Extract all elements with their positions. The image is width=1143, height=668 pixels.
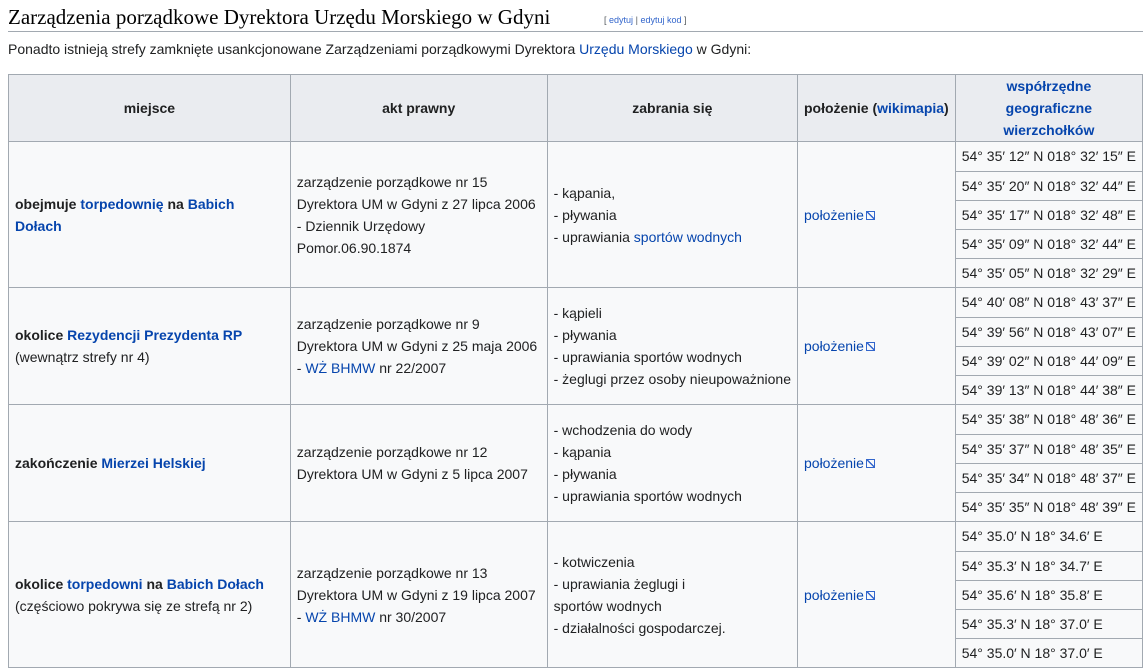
act-line: Dyrektora UM w Gdyni z 5 lipca 2007 <box>296 466 528 482</box>
location-link[interactable]: położenie <box>804 587 875 603</box>
coordinate: 54° 35.3′ N 18° 34.7′ E <box>956 551 1142 580</box>
act-text: - <box>296 608 306 625</box>
act-cell <box>290 522 547 668</box>
coordinate: 54° 35′ 05″ N 018° 32′ 29″ E <box>961 264 1136 281</box>
section-title: Zarządzenia porządkowe Dyrektora Urzędu Morskiego w Gdyni <box>8 5 551 29</box>
edit-bracket-open: [ <box>604 15 607 25</box>
location-cell <box>798 142 956 288</box>
coordinate: 54° 39′ 13″ N 018° 44′ 38″ E <box>961 381 1136 398</box>
place-text: okolice <box>15 575 68 592</box>
intro-text: Ponadto istnieją strefy zamknięte usankcjonowane Zarządzeniami porządkowymi Dyrektora <box>8 41 580 57</box>
act-cell <box>290 405 547 522</box>
coordinate: 54° 35′ 12″ N 018° 32′ 15″ E <box>956 142 1142 171</box>
place-cell <box>9 405 291 522</box>
place-text: obejmuje <box>15 195 81 212</box>
prohibited-item: - uprawiania żeglugi i <box>553 575 686 592</box>
torpedownia-link[interactable]: torpedowni <box>67 575 143 592</box>
edit-code-link[interactable]: edytuj kod <box>640 15 682 25</box>
place-cell <box>9 288 291 405</box>
coordinate: 54° 39′ 56″ N 018° 43′ 07″ E <box>956 317 1142 346</box>
coords-list <box>956 405 1142 521</box>
place-text: okolice <box>15 327 68 343</box>
coordinate: 54° 35′ 17″ N 018° 32′ 48″ E <box>956 200 1142 229</box>
prohibited-cell <box>547 142 797 288</box>
header-location-text: położenie ( <box>804 100 878 116</box>
torpedownia-link[interactable]: torpedownię <box>80 195 164 212</box>
section-heading <box>8 4 1143 32</box>
coords-cell <box>955 288 1142 405</box>
place-text: na <box>163 195 188 212</box>
act-line <box>297 357 541 379</box>
place-note: (wewnątrz strefy nr 4) <box>15 349 150 365</box>
act-cell <box>290 142 547 288</box>
table-row <box>9 522 1143 668</box>
place-note: (częściowo pokrywa się ze strefą nr 2) <box>15 597 253 614</box>
edit-link[interactable]: edytuj <box>609 15 634 25</box>
prohibited-item: - uprawiania sportów wodnych <box>553 488 742 504</box>
prohibited-item: - kąpania <box>553 444 612 460</box>
coords-list <box>956 522 1142 667</box>
place-text: na <box>142 575 167 592</box>
coords-header-link[interactable]: współrzędne geograficzne wierzchołków <box>1003 78 1095 138</box>
edit-separator: | <box>635 15 638 25</box>
coordinate: 54° 39′ 02″ N 018° 44′ 09″ E <box>956 346 1142 375</box>
header-place: miejsce <box>9 75 291 142</box>
coords-cell <box>955 522 1142 668</box>
prohibited-item: - żeglugi przez osoby nieupoważnione <box>553 371 791 387</box>
act-line: Dyrektora UM w Gdyni z 27 lipca 2006 <box>296 195 536 212</box>
header-prohibited: zabrania się <box>547 75 797 142</box>
prohibited-cell <box>547 405 797 522</box>
act-text: nr 30/2007 <box>375 608 447 625</box>
prohibited-item: - działalności gospodarczej. <box>553 619 726 636</box>
table-row <box>9 288 1143 405</box>
babie-doly-link[interactable]: Babich Dołach <box>166 575 264 592</box>
prohibited-item: - pływania <box>553 327 617 343</box>
prohibited-item: - pływania <box>553 206 617 223</box>
act-line <box>297 606 541 628</box>
coordinate: 54° 35′ 35″ N 018° 48′ 39″ E <box>961 498 1136 515</box>
prohibited-item: - kotwiczenia <box>553 553 635 570</box>
header-location-paren: ) <box>944 100 949 116</box>
coordinate: 54° 35′ 20″ N 018° 32′ 44″ E <box>956 171 1142 200</box>
coordinate: 54° 35′ 34″ N 018° 48′ 37″ E <box>956 463 1142 492</box>
coordinate: 54° 35.3′ N 18° 37.0′ E <box>956 609 1142 638</box>
act-line: zarządzenie porządkowe nr 15 <box>296 173 488 190</box>
coordinate: 54° 40′ 08″ N 018° 43′ 37″ E <box>956 288 1142 317</box>
wikimapia-link[interactable]: wikimapia <box>877 100 945 116</box>
coords-list <box>956 142 1142 287</box>
table-row <box>9 142 1143 288</box>
location-cell <box>798 288 956 405</box>
intro-text-end: w Gdyni: <box>692 41 752 57</box>
prohibited-item <box>554 226 791 248</box>
act-line: zarządzenie porządkowe nr 13 <box>296 564 488 581</box>
prohibited-item: - pływania <box>553 466 617 482</box>
header-location <box>798 75 956 142</box>
location-link[interactable]: położenie <box>804 207 875 223</box>
act-line: zarządzenie porządkowe nr 9 <box>296 316 480 332</box>
act-line: Dyrektora UM w Gdyni z 25 maja 2006 <box>296 338 538 354</box>
coordinate: 54° 35.0′ N 18° 37.0′ E <box>961 644 1103 661</box>
header-coords <box>955 75 1142 142</box>
zones-table <box>8 74 1143 668</box>
rezydencja-link[interactable]: Rezydencji Prezydenta RP <box>67 327 243 343</box>
prohibited-text: - uprawiania <box>553 228 634 245</box>
act-text: nr 22/2007 <box>375 360 447 376</box>
act-line: Dyrektora UM w Gdyni z 19 lipca 2007 <box>296 586 536 603</box>
location-link[interactable]: położenie <box>804 455 875 471</box>
act-line: zarządzenie porządkowe nr 12 <box>296 444 488 460</box>
place-cell <box>9 522 291 668</box>
sporty-wodne-link[interactable]: sportów wodnych <box>633 228 742 245</box>
coords-cell <box>955 405 1142 522</box>
coordinate: 54° 35′ 09″ N 018° 32′ 44″ E <box>956 229 1142 258</box>
prohibited-cell <box>547 522 797 668</box>
urzad-morski-link[interactable]: Urzędu Morskiego <box>579 41 693 57</box>
location-cell <box>798 405 956 522</box>
table-row <box>9 405 1143 522</box>
edit-section-links <box>604 15 687 25</box>
act-cell <box>290 288 547 405</box>
prohibited-item: sportów wodnych <box>553 597 662 614</box>
wz-bhmw-link[interactable]: WŻ BHMW <box>305 360 376 376</box>
act-line: - Dziennik Urzędowy Pomor.06.90.1874 <box>296 217 426 256</box>
header-act: akt prawny <box>290 75 547 142</box>
coordinate: 54° 35′ 38″ N 018° 48′ 36″ E <box>956 405 1142 434</box>
coordinate: 54° 35′ 37″ N 018° 48′ 35″ E <box>956 434 1142 463</box>
place-cell <box>9 142 291 288</box>
location-link[interactable]: położenie <box>804 338 875 354</box>
wz-bhmw-link[interactable]: WŻ BHMW <box>305 608 376 625</box>
coords-list <box>956 288 1142 404</box>
prohibited-item: - kąpieli <box>553 305 602 321</box>
act-text: - <box>296 360 306 376</box>
prohibited-item: - kąpania, <box>553 184 616 201</box>
prohibited-cell <box>547 288 797 405</box>
prohibited-item: - wchodzenia do wody <box>553 422 693 438</box>
coordinate: 54° 35.6′ N 18° 35.8′ E <box>956 580 1142 609</box>
location-cell <box>798 522 956 668</box>
prohibited-item: - uprawiania sportów wodnych <box>553 349 742 365</box>
intro-paragraph <box>8 41 751 57</box>
table-header-row <box>9 75 1143 142</box>
coordinate: 54° 35.0′ N 18° 34.6′ E <box>956 522 1142 551</box>
babie-doly-link[interactable]: Babich Dołach <box>15 195 235 234</box>
place-text: zakończenie <box>15 455 102 471</box>
coords-cell <box>955 142 1142 288</box>
edit-bracket-close: ] <box>683 15 687 25</box>
mierzeja-helska-link[interactable]: Mierzei Helskiej <box>101 455 206 471</box>
